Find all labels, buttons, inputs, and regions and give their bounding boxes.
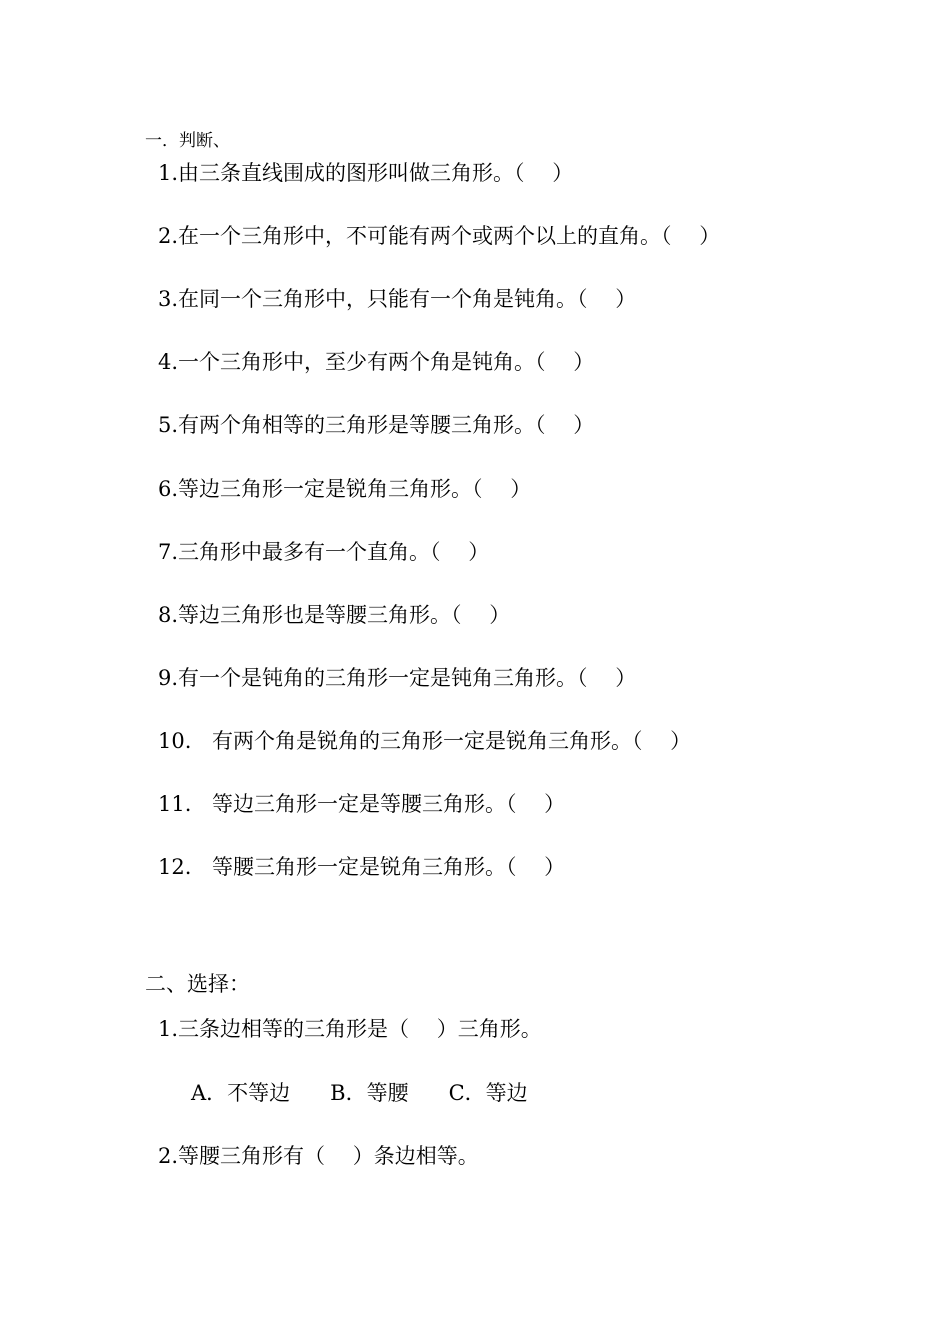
item-text: 在同一个三角形中，只能有一个角是钝角。（ ） [178, 287, 637, 311]
section-judgment-title: 一．判断、 [145, 131, 230, 151]
judgment-item-2 [158, 223, 720, 249]
judgment-item-11 [158, 791, 565, 817]
judgment-item-12 [158, 854, 565, 880]
item-number: 5. [158, 413, 179, 437]
option-b: B．等腰 [330, 1081, 409, 1105]
judgment-item-10 [158, 728, 691, 754]
judgment-item-5 [158, 412, 594, 438]
question-text: 等腰三角形有（ ）条边相等。 [178, 1144, 479, 1168]
question-text: 三条边相等的三角形是（ ）三角形。 [178, 1017, 542, 1041]
judgment-item-3 [158, 286, 636, 312]
judgment-item-9 [158, 665, 636, 691]
item-number: 1. [158, 161, 179, 185]
item-number: 2. [158, 224, 179, 248]
judgment-item-1 [158, 160, 573, 186]
item-text: 等边三角形也是等腰三角形。（ ） [178, 603, 511, 627]
item-text: 等边三角形一定是等腰三角形。（ ） [212, 792, 566, 816]
item-number: 6. [158, 477, 179, 501]
item-number: 4. [158, 350, 179, 374]
item-text: 等腰三角形一定是锐角三角形。（ ） [212, 855, 566, 879]
judgment-item-7 [158, 539, 489, 565]
item-text: 有两个角相等的三角形是等腰三角形。（ ） [178, 413, 595, 437]
item-text: 在一个三角形中，不可能有两个或两个以上的直角。（ ） [178, 224, 721, 248]
item-number: 9. [158, 666, 179, 690]
choice-options-1 [191, 1080, 528, 1106]
judgment-item-8 [158, 602, 510, 628]
option-c: C．等边 [448, 1081, 528, 1105]
item-text: 有两个角是锐角的三角形一定是锐角三角形。（ ） [212, 729, 692, 753]
item-text: 三角形中最多有一个直角。（ ） [178, 540, 490, 564]
section-choice-title: 二、选择： [145, 972, 250, 996]
question-number: 1. [158, 1017, 179, 1041]
option-a: A．不等边 [191, 1081, 291, 1105]
item-text: 由三条直线围成的图形叫做三角形。（ ） [178, 161, 574, 185]
item-number: 12. [158, 855, 192, 879]
item-number: 8. [158, 603, 179, 627]
item-number: 11. [158, 792, 192, 816]
item-number: 10. [158, 729, 192, 753]
item-number: 7. [158, 540, 179, 564]
item-text: 一个三角形中，至少有两个角是钝角。（ ） [178, 350, 595, 374]
choice-question-2 [158, 1143, 479, 1169]
item-text: 有一个是钝角的三角形一定是钝角三角形。（ ） [178, 666, 637, 690]
judgment-item-4 [158, 349, 594, 375]
choice-question-1 [158, 1016, 542, 1042]
judgment-item-6 [158, 476, 531, 502]
item-text: 等边三角形一定是锐角三角形。（ ） [178, 477, 532, 501]
item-number: 3. [158, 287, 179, 311]
question-number: 2. [158, 1144, 179, 1168]
